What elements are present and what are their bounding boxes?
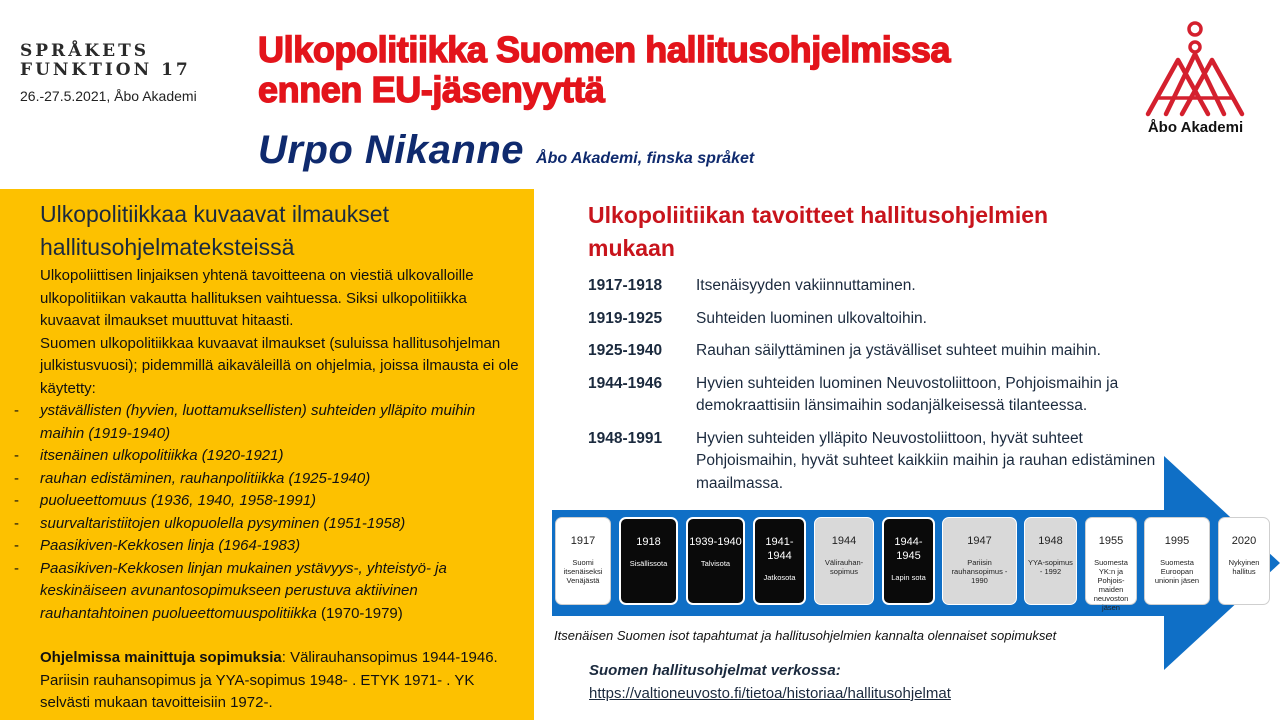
timeline-event: [814, 517, 874, 605]
left-panel-heading: [40, 198, 500, 264]
agreements-label: Ohjelmissa mainittuja sopimuksia: [40, 649, 282, 666]
goal-years: 1944-1946: [588, 374, 663, 392]
timeline-year: 1939-1940: [689, 536, 742, 548]
goal-years: 1919-1925: [588, 309, 663, 327]
agreements-paragraph: [40, 647, 520, 715]
timeline-description: Välirauhan-sopimus: [824, 558, 864, 576]
left-heading-line2: hallitusohjelmateksteissä: [40, 234, 295, 260]
intro-paragraph-2: Suomen ulkopolitiikkaa kuvaavat ilmaukset (suluissa hallitusohjelman julkistusvuosi); pidemmillä aikaväleillä on ohjelmia, joissa ilmausta ei ole käytetty:: [40, 334, 519, 397]
timeline: [555, 517, 1275, 612]
intro-paragraph: Ulkopoliittisen linjaiksen yhtenä tavoitteena on viestiä ulkovalloille ulkopolitiikan vakautta hallituksen vaihtuessa. Siksi ulkopolitiikka kuvaavat ilmaukset muuttuvat hitaasti.: [40, 267, 474, 329]
timeline-year: 1917: [570, 535, 596, 547]
list-item: - Paasikiven-Kekkosen linjan mukainen ystävyys-, yhteistyö- ja keskinäiseen avunantosopimukseen perustuva aktiivinen rauhantahtoinen puolueettomuuspolitiikka (1970-1979): [14, 559, 447, 622]
goal-years: 1948-1991: [588, 429, 663, 447]
author-name: Urpo Nikanne: [258, 128, 525, 172]
author-row: [258, 128, 754, 173]
timeline-description: Sisällissota: [629, 559, 668, 568]
timeline-caption: Itsenäisen Suomen isot tapahtumat ja hallitusohjelmien kannalta olennaiset sopimukset: [554, 628, 1057, 643]
timeline-year: 1955: [1098, 535, 1124, 547]
timeline-year: 1948: [1038, 535, 1063, 547]
agreements-text: : Välirauhansopimus 1944-1946. Pariisin rauhansopimus ja YYA-sopimus 1948- . ETYK 1971- . YK selvästi mukaan tavoitteisiin 1972-.: [40, 649, 498, 711]
timeline-description: Jatkosota: [763, 573, 796, 582]
timeline-description: Talvisota: [700, 559, 731, 568]
goal-years: 1925-1940: [588, 342, 663, 359]
timeline-year: 1944: [831, 535, 857, 547]
timeline-event: [1085, 517, 1137, 612]
list-item: - rauhan edistäminen, rauhanpolitiikka (1925-1940): [14, 469, 371, 487]
goal-row: [588, 308, 1168, 331]
goal-years: 1917-1918: [588, 277, 663, 294]
logo-mark-icon: [1138, 20, 1253, 120]
timeline-year: 1947: [967, 535, 992, 547]
timeline-description: Lapin sota: [891, 573, 926, 582]
goal-text: Rauhan säilyttäminen ja ystävälliset suhteet muihin maihin.: [696, 342, 1101, 359]
timeline-event: [1144, 517, 1210, 605]
timeline-event: [686, 517, 745, 605]
list-item: - puolueettomuus (1936, 1940, 1958-1991): [14, 492, 317, 509]
timeline-description: Pariisin rauhansopimus - 1990: [951, 558, 1008, 585]
expression-list: [0, 400, 534, 625]
timeline-description: Suomesta Euroopan unionin jäsen: [1154, 558, 1200, 585]
logo-text: Åbo Akademi: [1147, 119, 1244, 136]
event-name: [20, 42, 240, 80]
timeline-year: 1918: [636, 536, 661, 548]
goal-text: Hyvien suhteiden luominen Neuvostoliittoon, Pohjoismaihin ja demokraattisiin länsimaihin sodanjälkeisessä tilanteessa.: [696, 374, 1119, 414]
left-heading-line1: Ulkopolitiikkaa kuvaavat ilmaukset: [40, 201, 389, 227]
title-line1: Ulkopolitiikka Suomen hallitusohjelmissa: [258, 29, 951, 70]
timeline-description: Suomesta YK:n ja Pohjois-maiden neuvoston jäsen: [1093, 558, 1129, 612]
slide-title: [258, 30, 1128, 110]
goal-text: Itsenäisyyden vakiinnuttaminen.: [696, 277, 916, 294]
timeline-event: [942, 517, 1017, 605]
left-panel-intro: [40, 265, 530, 400]
timeline-event: [619, 517, 678, 605]
timeline-description: Suomi itsenäiseksi Venäjästä: [563, 558, 603, 585]
web-label: Suomen hallitusohjelmat verkossa:: [589, 662, 841, 679]
goal-row: [588, 373, 1168, 418]
web-link[interactable]: https://valtioneuvosto.fi/tietoa/historiaa/hallitusohjelmat: [589, 685, 951, 702]
list-item: - Paasikiven-Kekkosen linja (1964-1983): [14, 537, 301, 554]
event-date: 26.-27.5.2021, Åbo Akademi: [20, 88, 197, 104]
list-item: - ystävällisten (hyvien, luottamuksellisten) suhteiden ylläpito muihin maihin (1919-1940): [14, 402, 476, 442]
timeline-year: 1995: [1164, 535, 1190, 547]
goal-text: Hyvien suhteiden ylläpito Neuvostoliittoon, hyvät suhteet Pohjoismaihin, hyvät suhteet kaikkiin maihin ja rauhan edistäminen maailmassa.: [696, 429, 1156, 492]
timeline-event: [1218, 517, 1270, 605]
list-item: - suurvaltaristiitojen ulkopuolella pysyminen (1951-1958): [14, 514, 406, 532]
timeline-event: [753, 517, 806, 605]
timeline-event: [555, 517, 611, 605]
title-line2: ennen EU-jäsenyyttä: [258, 69, 605, 110]
timeline-description: Nykyinen hallitus: [1228, 558, 1260, 576]
abo-akademi-logo: [1138, 20, 1253, 140]
timeline-event: [882, 517, 935, 605]
timeline-event: [1024, 517, 1077, 605]
goals-heading: Ulkopoliitiikan tavoitteet hallitusohjelmien mukaan: [588, 202, 1049, 261]
goal-row: [588, 275, 1168, 298]
timeline-year: 1941-1944: [765, 536, 794, 562]
event-name-line2: FUNKTION 17: [20, 60, 191, 80]
timeline-description: YYA-sopimus - 1992: [1028, 558, 1073, 576]
goal-text: Suhteiden luominen ulkovaltoihin.: [696, 309, 927, 327]
event-name-line1: SPRÅKETS: [20, 41, 150, 61]
goal-row: [588, 340, 1168, 363]
list-item: - itsenäinen ulkopolitiikka (1920-1921): [14, 447, 284, 464]
timeline-year: 1944-1945: [894, 536, 923, 562]
author-affiliation: Åbo Akademi, finska språket: [536, 150, 755, 167]
timeline-year: 2020: [1231, 535, 1257, 547]
